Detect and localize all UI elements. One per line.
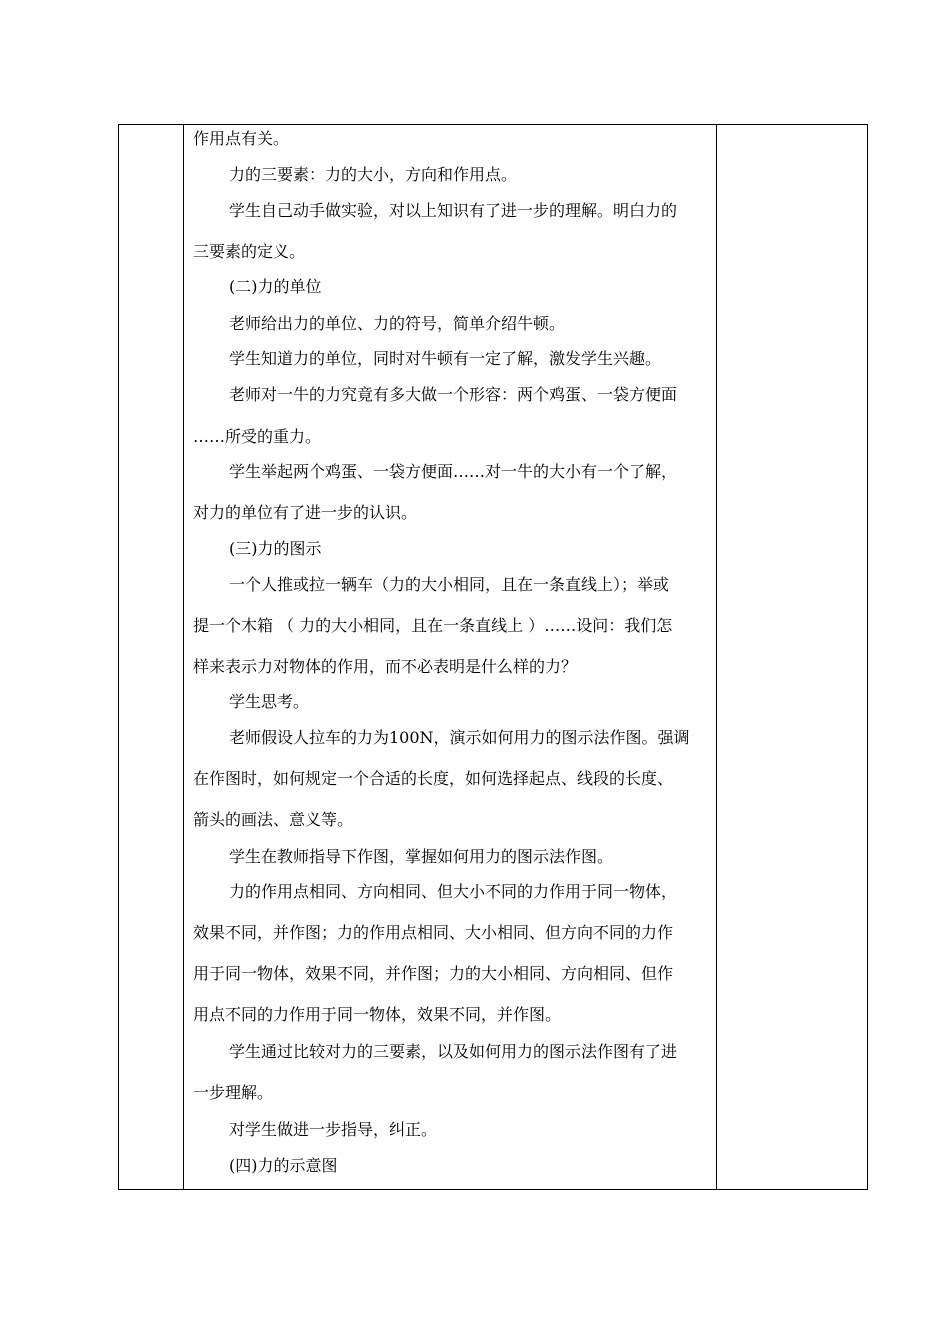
text-line: 学生举起两个鸡蛋、一袋方便面……对一牛的大小有一个了解， (229, 462, 678, 481)
column-divider-left (183, 125, 184, 1189)
text-line: ……所受的重力。 (193, 427, 322, 446)
text-line: 提一个木箱 （ 力的大小相同，且在一条直线上 ）……设问：我们怎 (193, 616, 673, 635)
text-line: 力的作用点相同、方向相同、但大小不同的力作用于同一物体， (229, 882, 678, 901)
text-line: 箭头的画法、意义等。 (193, 810, 354, 829)
text-line: 样来表示力对物体的作用，而不必表明是什么样的力？ (193, 657, 578, 676)
text-line: 用点不同的力作用于同一物体，效果不同，并作图。 (193, 1005, 562, 1024)
text-line: 对力的单位有了进一步的认识。 (193, 503, 418, 522)
section-heading: (三)力的图示 (229, 539, 322, 558)
text-line: 力的三要素：力的大小，方向和作用点。 (229, 165, 518, 184)
section-heading: (四)力的示意图 (229, 1156, 338, 1175)
column-divider-right (716, 125, 717, 1189)
text-line: 一步理解。 (193, 1083, 274, 1102)
text-line: 作用点有关。 (193, 129, 290, 148)
section-heading: (二)力的单位 (229, 277, 322, 296)
text-line: 一个人推或拉一辆车（力的大小相同，且在一条直线上）；举或 (229, 575, 670, 594)
text-line: 老师给出力的单位、力的符号，简单介绍牛顿。 (229, 314, 566, 333)
text-line: 学生自己动手做实验，对以上知识有了进一步的理解。明白力的 (229, 201, 678, 220)
text-line: 学生通过比较对力的三要素，以及如何用力的图示法作图有了进 (229, 1042, 678, 1061)
text-line: 在作图时，如何规定一个合适的长度，如何选择起点、线段的长度、 (193, 769, 674, 788)
text-line: 老师对一牛的力究竟有多大做一个形容：两个鸡蛋、一袋方便面 (229, 385, 678, 404)
text-line: 学生在教师指导下作图，掌握如何用力的图示法作图。 (229, 847, 614, 866)
lesson-table (118, 124, 868, 1190)
text-line: 老师假设人拉车的力为100N，演示如何用力的图示法作图。强调 (229, 728, 690, 747)
text-line: 效果不同，并作图；力的作用点相同、大小相同、但方向不同的力作 (193, 923, 674, 942)
text-line: 用于同一物体，效果不同，并作图；力的大小相同、方向相同、但作 (193, 964, 674, 983)
text-line: 学生知道力的单位，同时对牛顿有一定了解，激发学生兴趣。 (229, 349, 662, 368)
text-line: 三要素的定义。 (193, 242, 306, 261)
text-line: 对学生做进一步指导，纠正。 (229, 1120, 438, 1139)
text-line: 学生思考。 (229, 692, 310, 711)
